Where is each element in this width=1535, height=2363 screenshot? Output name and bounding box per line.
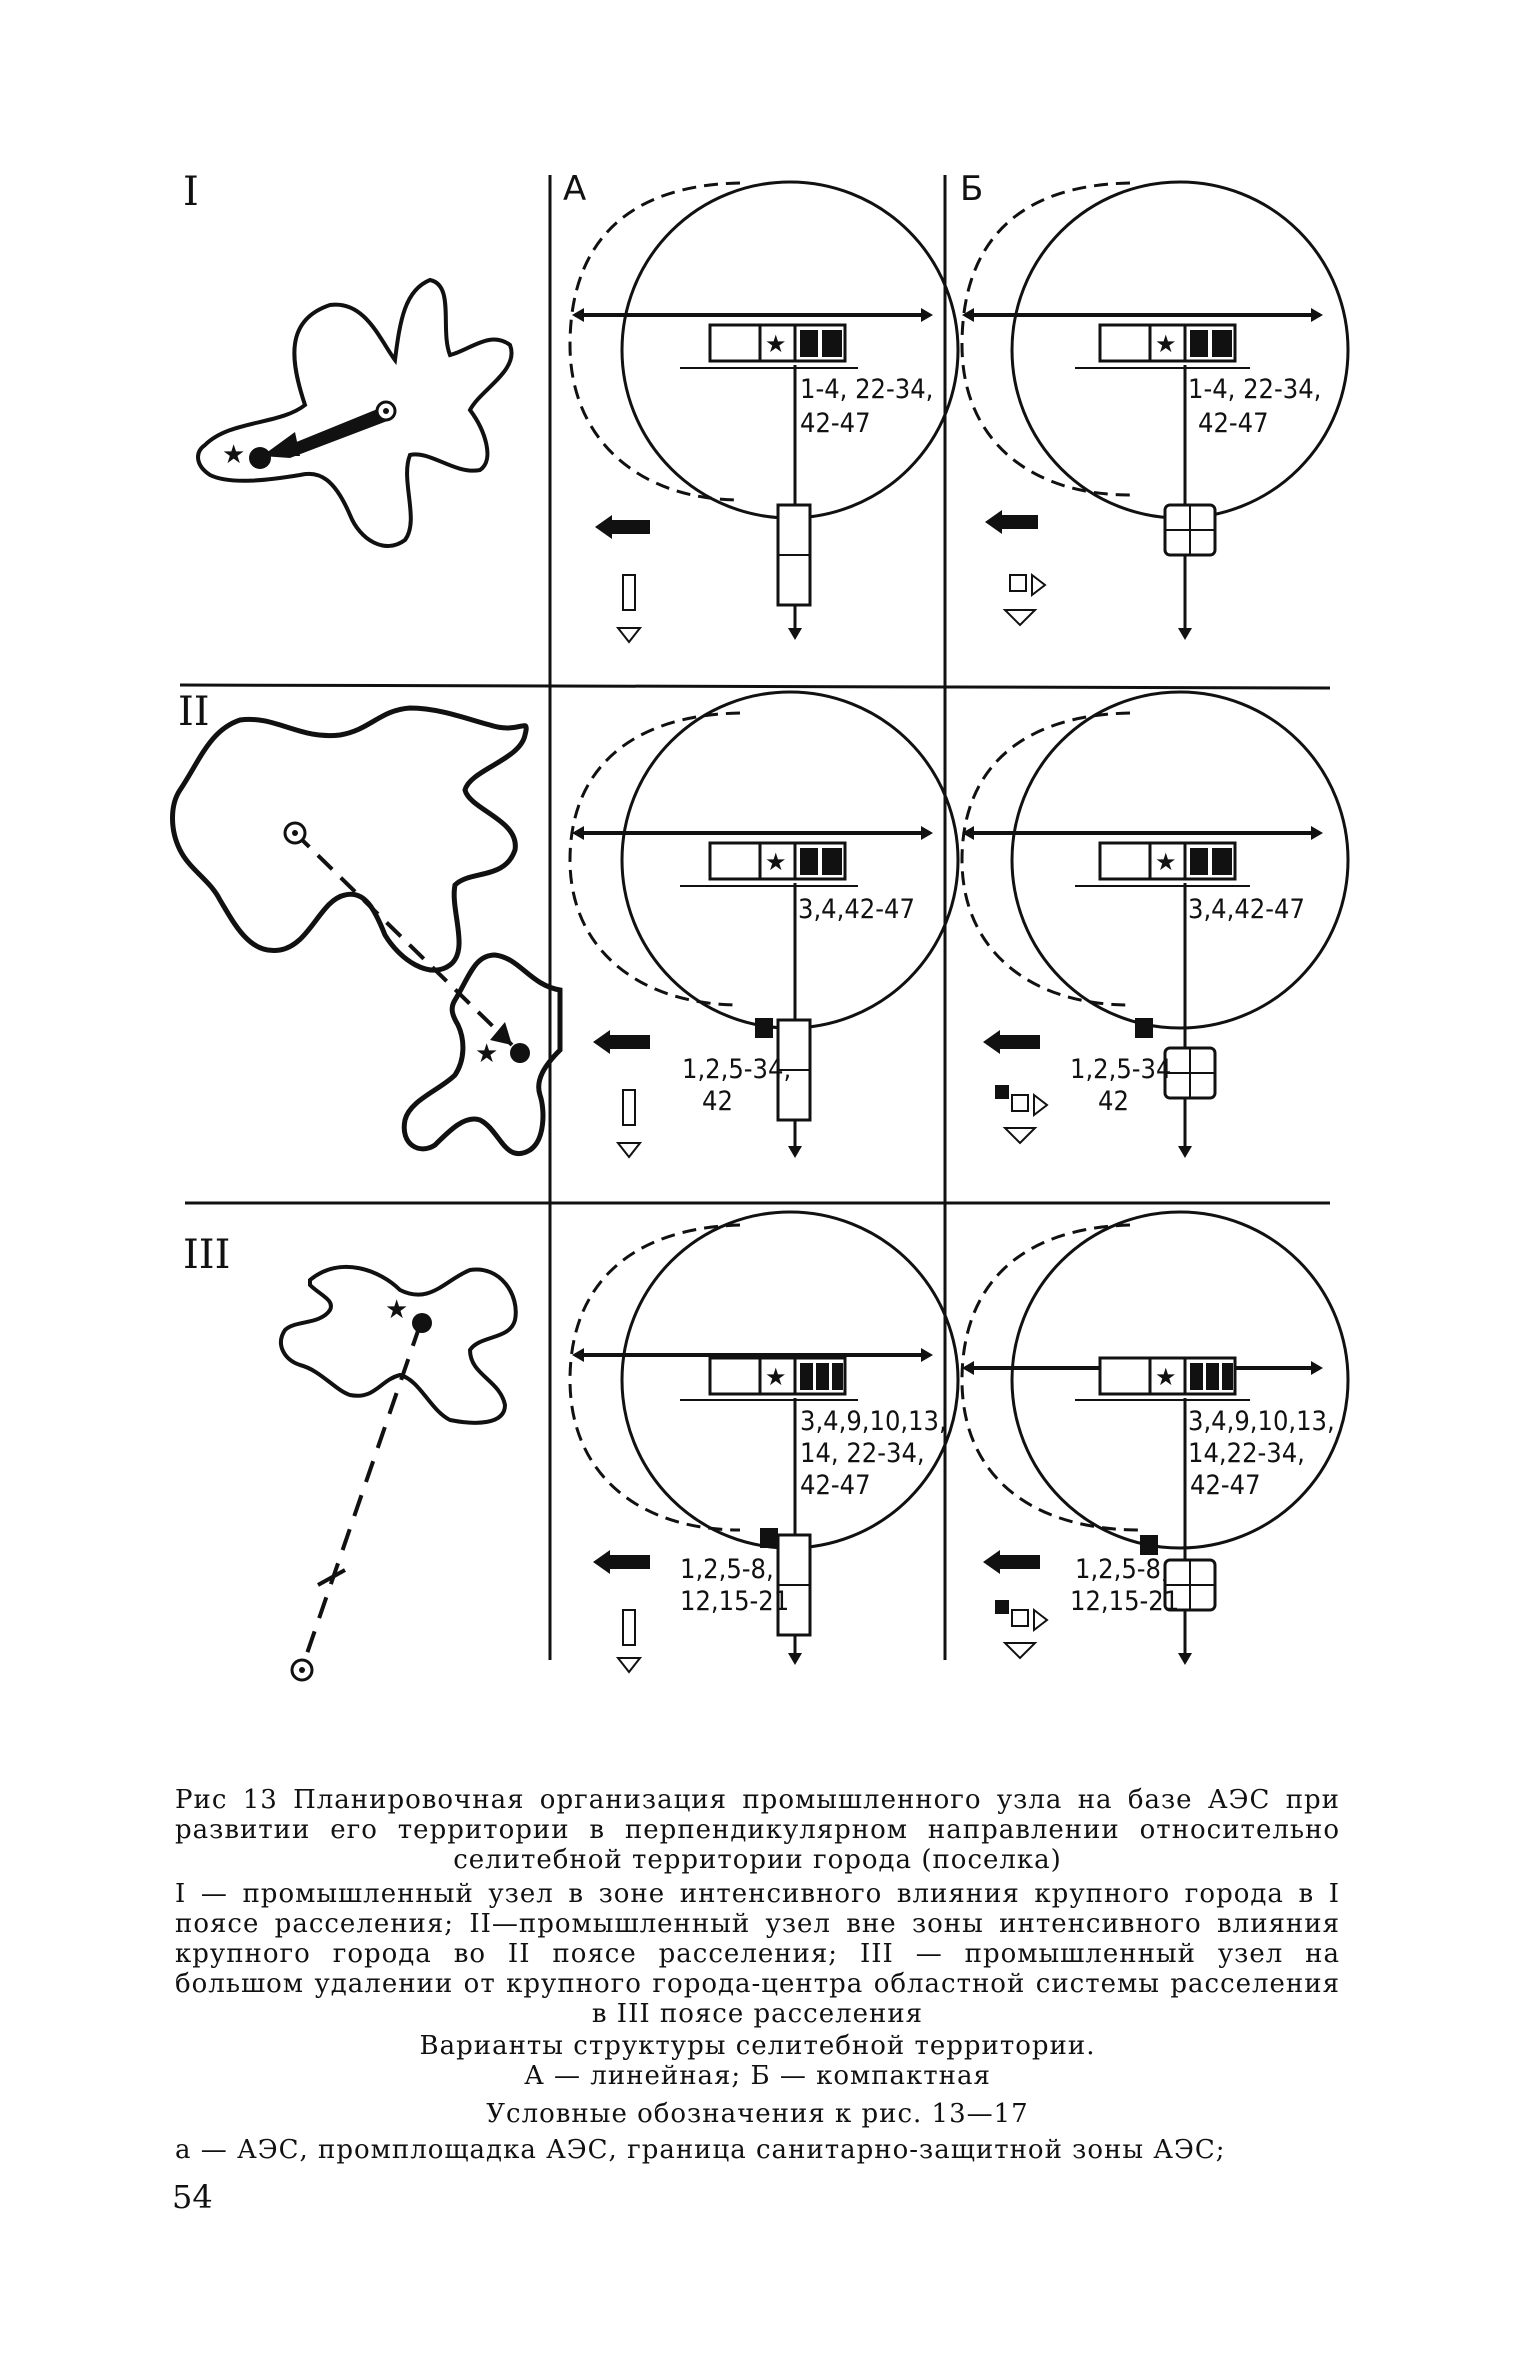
cell-ii-a: [570, 692, 958, 1158]
svg-text:★: ★: [765, 1363, 787, 1391]
code-label: 14,22-34,: [1188, 1438, 1305, 1469]
cell-ii-b: [962, 692, 1348, 1158]
caption-description: I — промышленный узел в зоне интенсивного влияния крупного города в I поясе расселения; II—промышленный узел вне зоны интенсивного влияния крупного города во II поясе расселения; III — промышленный узел на большом удалении от крупного города-центра областной системы расселения в III поясе расселения: [175, 1879, 1340, 2029]
code-label: 42-47: [800, 408, 871, 439]
code-label: 42-47: [800, 1470, 871, 1501]
code-label: 1,2,5-8,: [1075, 1554, 1169, 1585]
svg-text:★: ★: [385, 1295, 409, 1325]
svg-text:★: ★: [475, 1039, 499, 1069]
caption-title: Рис 13 Планировочная организация промышленного узла на базе АЭС при развитии его территории в перпендикулярном направлении относительно селитебной территории города (поселка): [175, 1785, 1340, 1875]
svg-text:★: ★: [1155, 1363, 1177, 1391]
svg-text:★: ★: [1155, 848, 1177, 876]
code-label: 42: [1098, 1086, 1129, 1117]
column-letter-b: Б: [960, 169, 984, 209]
code-label: 1,2,5-8,: [680, 1554, 774, 1585]
svg-text:★: ★: [765, 848, 787, 876]
code-label: 12,15-21: [680, 1586, 790, 1617]
row-numeral-i: I: [183, 169, 199, 215]
page-number: 54: [172, 2178, 213, 2216]
column-letter-a: А: [563, 169, 587, 209]
city-diagram-ii: [173, 708, 561, 1154]
code-label: 1-4, 22-34,: [1188, 374, 1322, 405]
cell-i-a: [570, 182, 958, 642]
code-label: 42-47: [1190, 1470, 1261, 1501]
city-diagram-i: [198, 280, 512, 546]
legend-item-a: а — АЭС, промплощадка АЭС, граница санитарно-защитной зоны АЭС;: [175, 2135, 1226, 2165]
row-numeral-iii: III: [183, 1232, 231, 1278]
code-label: 12,15-21: [1070, 1586, 1180, 1617]
aes-dot-icon: [249, 447, 271, 469]
cell-iii-b: [962, 1212, 1348, 1665]
star-icon: ★: [222, 440, 246, 470]
row-numeral-ii: II: [178, 689, 210, 735]
code-label: 3,4,42-47: [798, 894, 915, 925]
code-label: 3,4,9,10,13,: [1188, 1406, 1335, 1437]
caption-variants: Варианты структуры селитебной территории.: [419, 2031, 1096, 2061]
svg-text:★: ★: [1155, 330, 1177, 358]
code-label: 3,4,42-47: [1188, 894, 1305, 925]
city-diagram-iii: [281, 1267, 516, 1680]
code-label: 42: [702, 1086, 733, 1117]
svg-text:★: ★: [765, 330, 787, 358]
code-label: 3,4,9,10,13,: [800, 1406, 947, 1437]
code-label: 14, 22-34,: [800, 1438, 925, 1469]
code-label: 1,2,5-34: [1070, 1054, 1172, 1085]
code-label: 42-47: [1198, 408, 1269, 439]
code-label: 1,2,5-34,: [682, 1054, 792, 1085]
cell-i-b: [962, 182, 1348, 640]
legend-title: Условные обозначения к рис. 13—17: [486, 2099, 1029, 2129]
figure-caption: [175, 1785, 1340, 2165]
cell-iii-a: [570, 1212, 958, 1672]
code-label: 1-4, 22-34,: [800, 374, 934, 405]
grid-lines: [180, 175, 1330, 1660]
caption-variants-detail: А — линейная; Б — компактная: [524, 2061, 991, 2091]
